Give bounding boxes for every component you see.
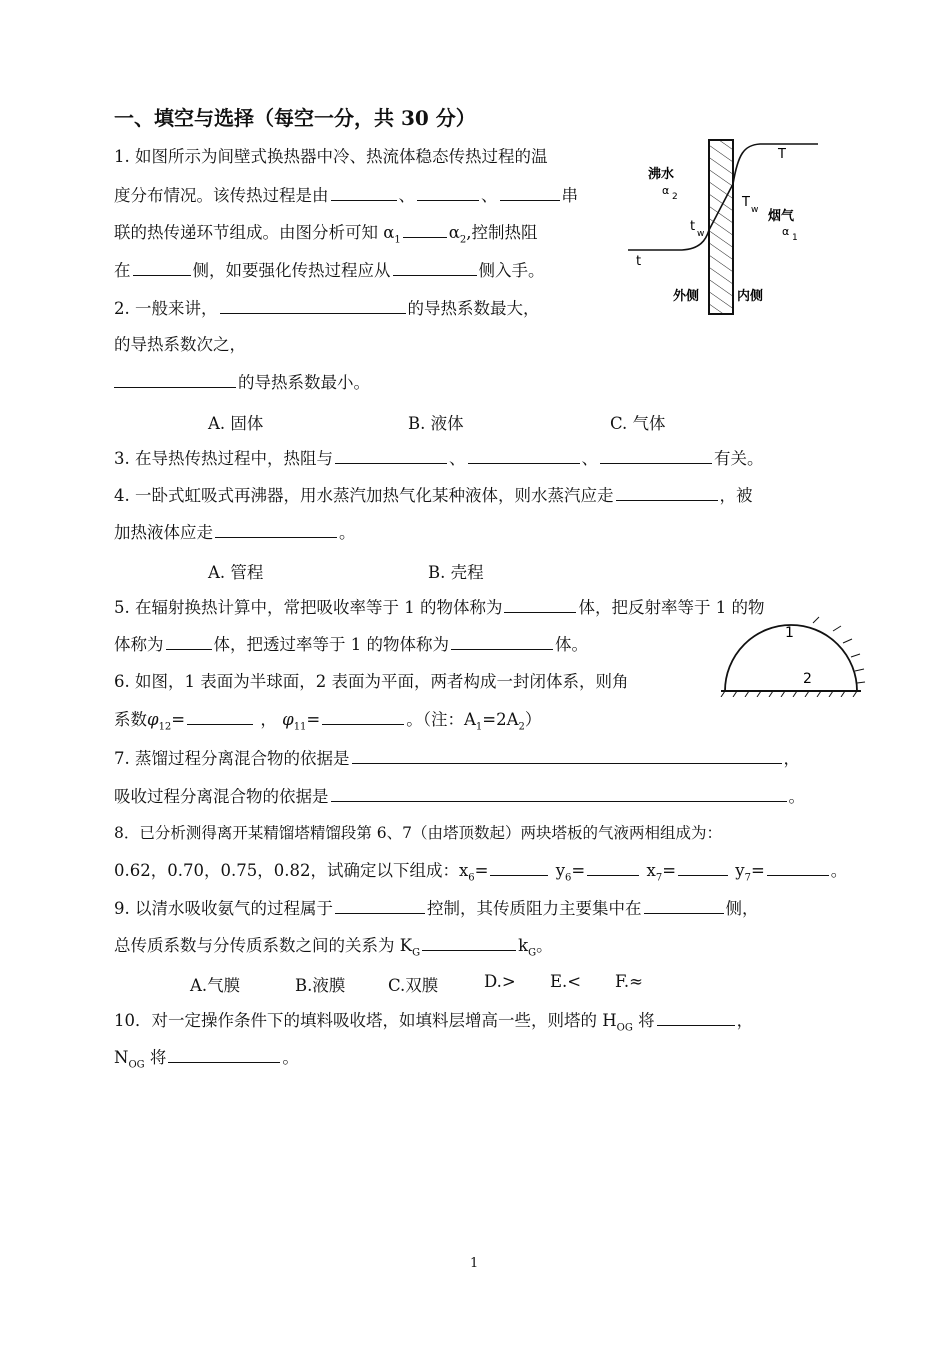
blank[interactable] <box>451 634 553 650</box>
label-inside: 内侧 <box>737 289 764 304</box>
q1-line3: 联的热传递环节组成。由图分析可知 $\alpha_1$ $\alpha_2$,控制热阻 <box>114 223 538 246</box>
label-surface-2: 2 <box>803 671 812 687</box>
q9-option-c[interactable]: C.双膜 <box>388 976 439 995</box>
blank[interactable] <box>678 860 728 876</box>
q2-option-a[interactable]: A. 固体 <box>208 414 264 433</box>
section-heading: 一、填空与选择（每空一分，共 30 分） <box>114 106 476 130</box>
q9-option-f[interactable]: F.≈ <box>615 972 643 991</box>
blank[interactable] <box>220 298 406 314</box>
q10-line1: 10．对一定操作条件下的填料吸收塔，如填料层增高一些，则塔的 $H_{OG}$ 将 ， <box>114 1011 754 1034</box>
label-tw: t <box>690 219 696 234</box>
label-outside: 外侧 <box>673 289 700 304</box>
q5-line1: 5. 在辐射换热计算中，常把吸收率等于 1 的物体称为 体，把反射率等于 1 的物 <box>114 598 765 617</box>
q2-line3: 的导热系数最小。 <box>114 372 370 393</box>
svg-text:2: 2 <box>672 192 678 202</box>
svg-text:w: w <box>751 205 759 215</box>
label-T: T <box>778 147 786 162</box>
blank[interactable] <box>331 185 397 201</box>
blank[interactable] <box>331 786 787 802</box>
q2-line1: 2. 一般来讲， 的导热系数最大， <box>114 299 540 318</box>
q4-option-a[interactable]: A. 管程 <box>208 563 264 582</box>
blank[interactable] <box>168 1047 280 1063</box>
blank[interactable] <box>657 1010 735 1026</box>
q3-line: 3. 在导热传热过程中，热阻与 、 、 有关。 <box>114 449 764 468</box>
q7-line2: 吸收过程分离混合物的依据是 。 <box>114 787 805 806</box>
q9-option-d[interactable]: D.> <box>484 972 516 991</box>
blank[interactable] <box>504 597 576 613</box>
label-flue-gas: 烟气 <box>768 209 795 224</box>
blank[interactable] <box>215 522 337 538</box>
q4-line2: 加热液体应走 。 <box>114 523 356 542</box>
svg-text:w: w <box>697 229 705 239</box>
svg-text:1: 1 <box>792 233 798 243</box>
label-Tw: T <box>742 195 750 210</box>
temperature-profile-figure <box>620 132 825 322</box>
q2-option-b[interactable]: B. 液体 <box>408 414 464 433</box>
label-surface-1: 1 <box>785 625 794 641</box>
blank[interactable] <box>393 260 477 276</box>
page-number: 1 <box>470 1256 479 1271</box>
blank[interactable] <box>422 935 516 951</box>
blank[interactable] <box>352 748 782 764</box>
blank[interactable] <box>616 485 718 501</box>
q10-line2: $N_{OG}$ 将 。 <box>114 1048 299 1071</box>
q9-line1: 9. 以清水吸收氨气的过程属于 控制，其传质阻力主要集中在 侧， <box>114 899 759 918</box>
blank[interactable] <box>468 448 580 464</box>
q2-line2: 的导热系数次之， <box>114 335 246 354</box>
blank[interactable] <box>133 260 191 276</box>
blank[interactable] <box>500 185 560 201</box>
q6-line1: 6. 如图，1 表面为半球面，2 表面为平面，两者构成一封闭体系，则角 <box>114 672 629 691</box>
blank[interactable] <box>114 372 236 388</box>
q9-option-a[interactable]: A.气膜 <box>190 976 241 995</box>
q4-line1: 4. 一卧式虹吸式再沸器，用水蒸汽加热气化某种液体，则水蒸汽应走 ，被 <box>114 486 753 505</box>
q6-line2: 系数$\varphi_{12}=$ ， $\varphi_{11}=$ 。（注：$A_1=2A_2$） <box>114 710 542 733</box>
blank[interactable] <box>403 222 447 238</box>
blank[interactable] <box>644 898 724 914</box>
q1-line2: 度分布情况。该传热过程是由 、 、 串 <box>114 186 578 205</box>
blank[interactable] <box>417 185 479 201</box>
blank[interactable] <box>187 709 253 725</box>
blank[interactable] <box>335 898 425 914</box>
q9-option-b[interactable]: B.液膜 <box>295 976 346 995</box>
hemisphere-figure <box>715 615 870 697</box>
wall <box>709 140 733 314</box>
blank[interactable] <box>490 860 548 876</box>
q8-line1: 8．已分析测得离开某精馏塔精馏段第 6、7（由塔顶数起）两块塔板的气液两相组成为： <box>114 824 723 842</box>
q7-line1: 7. 蒸馏过程分离混合物的依据是 ， <box>114 749 800 768</box>
q9-line2: 总传质系数与分传质系数之间的关系为 $K_G$ $k_G$。 <box>114 936 553 959</box>
label-t: t <box>636 254 642 269</box>
blank[interactable] <box>600 448 712 464</box>
blank[interactable] <box>335 448 447 464</box>
blank[interactable] <box>587 860 639 876</box>
label-boiling-water: 沸水 <box>648 167 675 182</box>
blank[interactable] <box>767 860 829 876</box>
q1-line4: 在 侧，如要强化传热过程应从 侧入手。 <box>114 261 545 280</box>
q9-option-e[interactable]: E.< <box>550 972 582 991</box>
blank[interactable] <box>322 709 404 725</box>
q1-line1: 1. 如图所示为间壁式换热器中冷、热流体稳态传热过程的温 <box>114 147 548 166</box>
q4-option-b[interactable]: B. 壳程 <box>428 563 484 582</box>
q5-line2: 体称为 体，把透过率等于 1 的物体称为 体。 <box>114 635 588 654</box>
q8-line2: 0.62，0.70，0.75，0.82，试确定以下组成：$x_6= y_6= x_7= y_7=$ 。 <box>114 861 848 884</box>
svg-text:α: α <box>662 184 670 197</box>
q2-option-c[interactable]: C. 气体 <box>610 414 666 433</box>
blank[interactable] <box>166 634 212 650</box>
svg-text:α: α <box>782 225 790 238</box>
